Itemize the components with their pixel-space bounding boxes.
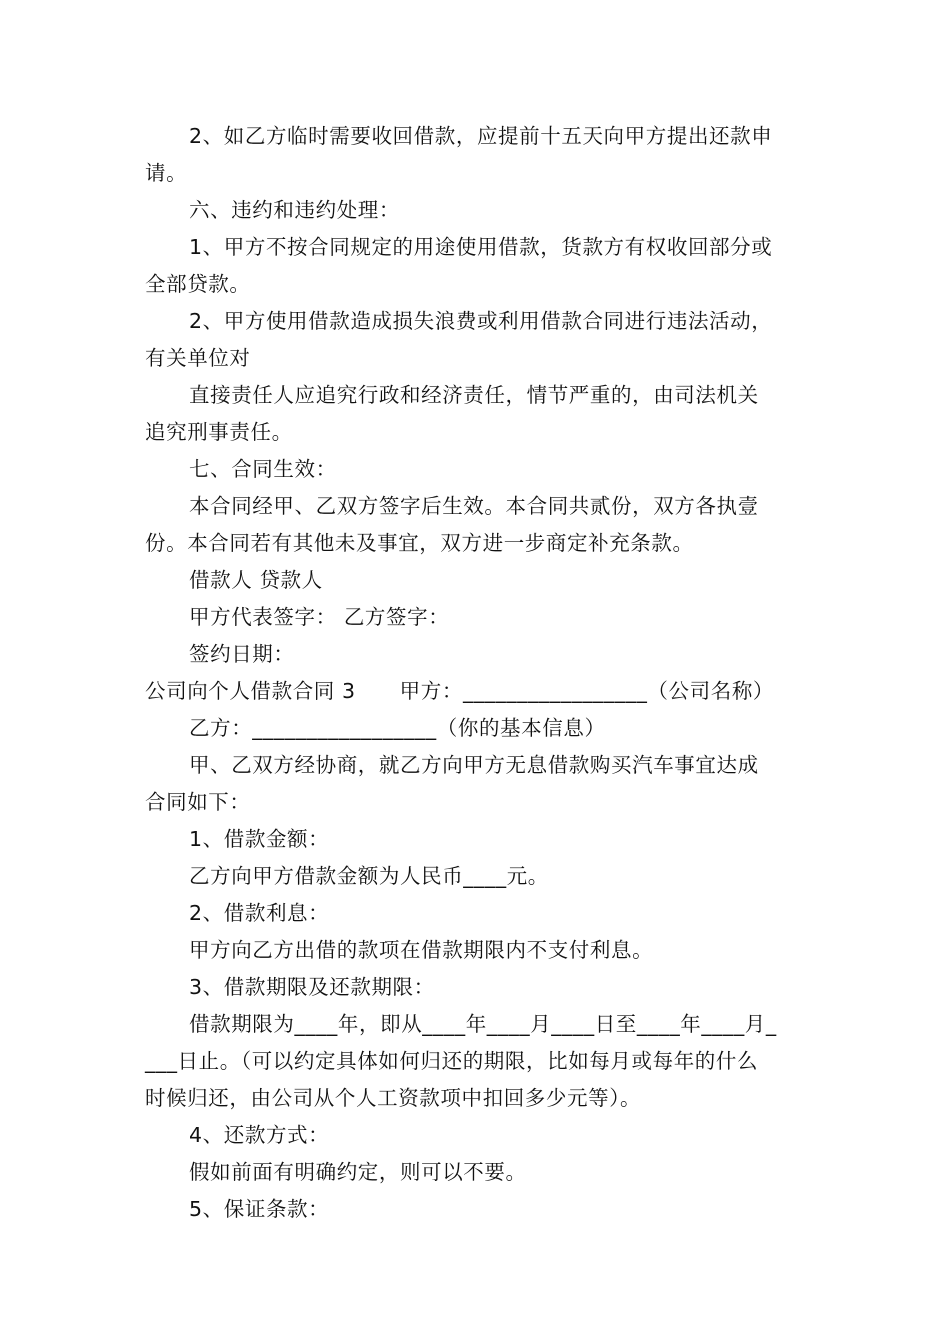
paragraph-line: 时候归还，由公司从个人工资款项中扣回多少元等）。 — [145, 1086, 642, 1110]
section-heading: 3、借款期限及还款期限： — [189, 975, 435, 999]
contract-title-line — [145, 673, 810, 710]
section-heading: 5、保证条款： — [189, 1197, 330, 1221]
section-heading: 七、合同生效： — [189, 457, 337, 481]
paragraph-line: 份。本合同若有其他未及事宜，双方进一步商定补充条款。 — [145, 531, 694, 555]
paragraph-line: 2、如乙方临时需要收回借款，应提前十五天向甲方提出还款申 — [189, 124, 773, 148]
paragraph-line: 乙方向甲方借款金额为人民币____元。 — [189, 864, 549, 888]
paragraph-line: 请。 — [145, 161, 188, 185]
paragraph-line: 甲、乙双方经协商，就乙方向甲方无息借款购买汽车事宜达成 — [189, 753, 759, 777]
paragraph-line: 2、甲方使用借款造成损失浪费或利用借款合同进行违法活动， — [189, 309, 773, 333]
signing-date: 签约日期： — [189, 642, 295, 666]
section-heading: 六、违约和违约处理： — [189, 198, 400, 222]
paragraph-line: 甲方向乙方出借的款项在借款期限内不支付利息。 — [189, 938, 654, 962]
section-heading: 4、还款方式： — [189, 1123, 330, 1147]
paragraph-line: 有关单位对 — [145, 346, 251, 370]
party-a-field: 甲方：_________________（公司名称） — [399, 679, 775, 703]
paragraph-line: ___日止。（可以约定具体如何归还的期限，比如每月或每年的什么 — [145, 1049, 759, 1073]
contract-title: 公司向个人借款合同 3 — [145, 679, 356, 703]
document-body — [145, 118, 810, 1228]
signature-fields: 甲方代表签字： 乙方签字： — [189, 605, 450, 629]
paragraph-line: 直接责任人应追究行政和经济责任，情节严重的，由司法机关 — [189, 383, 759, 407]
paragraph-line: 合同如下： — [145, 790, 251, 814]
paragraph-line: 1、甲方不按合同规定的用途使用借款，货款方有权收回部分或 — [189, 235, 773, 259]
section-heading: 2、借款利息： — [189, 901, 330, 925]
paragraph-line: 全部贷款。 — [145, 272, 251, 296]
signature-parties: 借款人 贷款人 — [189, 568, 323, 592]
paragraph-line: 假如前面有明确约定，则可以不要。 — [189, 1160, 527, 1184]
paragraph-line: 本合同经甲、乙双方签字后生效。本合同共贰份，双方各执壹 — [189, 494, 759, 518]
party-b-field: 乙方：_________________（你的基本信息） — [189, 716, 606, 740]
section-heading: 1、借款金额： — [189, 827, 330, 851]
paragraph-line: 追究刑事责任。 — [145, 420, 293, 444]
paragraph-line: 借款期限为____年，即从____年____月____日至____年____月_ — [189, 1012, 777, 1036]
